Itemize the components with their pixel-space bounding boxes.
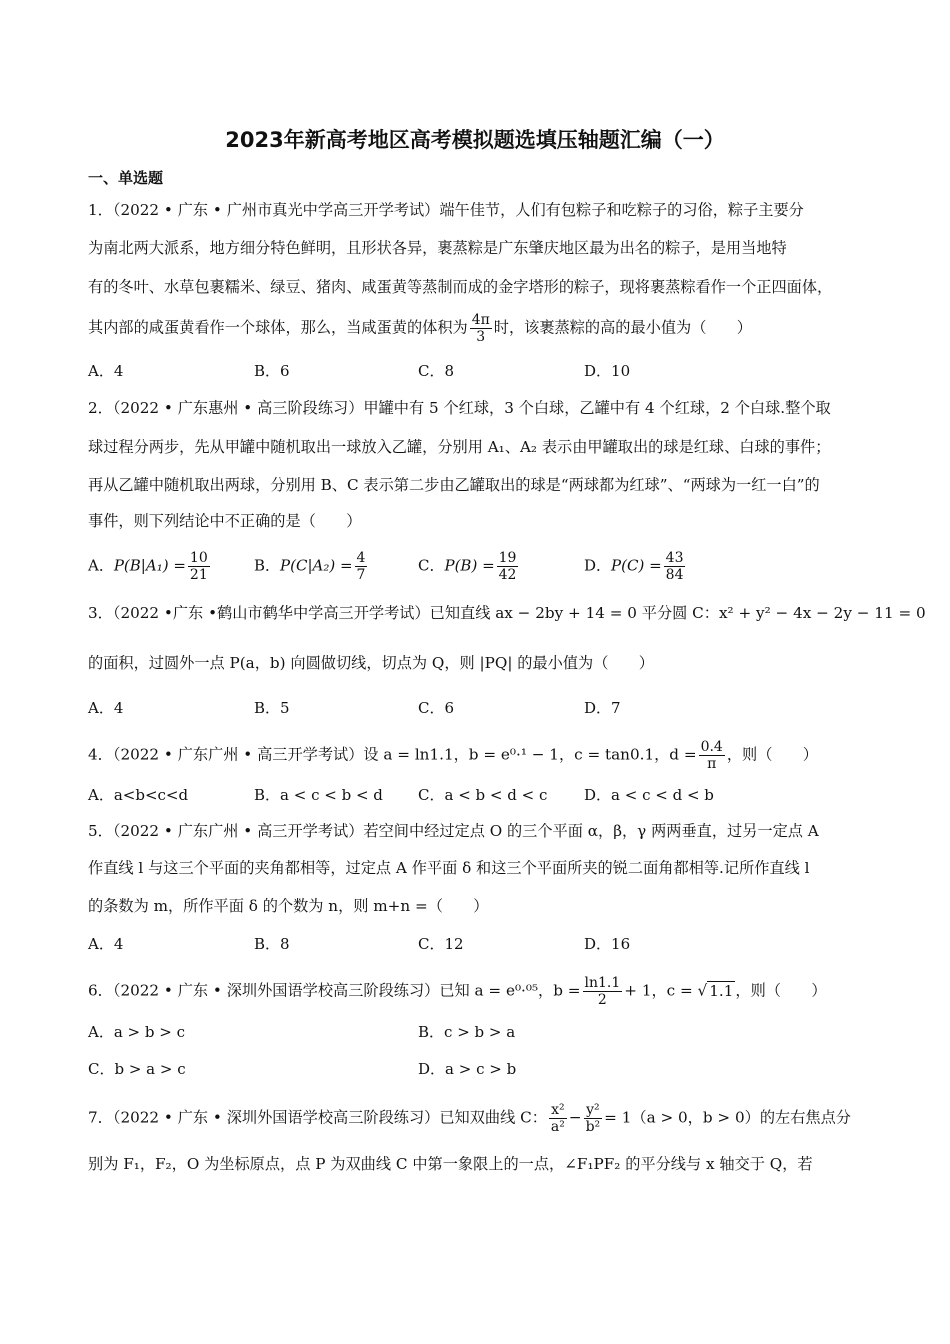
q2-b-den: 7 (356, 567, 366, 583)
q4-option-b: B．a < c < b < d (254, 786, 383, 804)
q2-d-den: 84 (665, 567, 684, 583)
q1-frac-num: 4π (471, 312, 490, 328)
q2-c-num: 19 (498, 550, 517, 566)
q2-b-prefix: B． (254, 556, 281, 575)
q2-b-expr: P(C|A₂) = (280, 556, 353, 575)
q7-frac1-num: x² (549, 1102, 567, 1119)
q5-option-b: B．8 (254, 935, 290, 953)
q7-fraction-1 (549, 1102, 567, 1135)
q1-line-1: 1．（2022 • 广东 • 广州市真光中学高三开学考试）端午佳节，人们有包粽子和吃粽子的习俗，粽子主要分 (88, 201, 804, 219)
q4-option-d: D．a < c < d < b (584, 786, 714, 804)
q2-option-b (254, 550, 369, 583)
q6-option-d: D．a > c > b (418, 1060, 517, 1078)
q7-frac2-den: b² (585, 1119, 601, 1135)
q2-c-den: 42 (498, 567, 517, 583)
q2-line-2: 球过程分两步，先从甲罐中随机取出一球放入乙罐，分别用 A₁、A₂ 表示由甲罐取出的球是红球、白球的事件； (88, 438, 831, 456)
q2-a-prefix: A． (88, 556, 114, 575)
q4-option-a: A．a<b<c<d (88, 786, 189, 804)
q1-fraction (470, 312, 492, 345)
q4-option-c: C．a < b < d < c (418, 786, 548, 804)
q2-d-num: 43 (665, 550, 684, 566)
q3-option-a: A．4 (88, 699, 124, 717)
q6-line-1: 6．（2022 • 广东 • 深圳外国语学校高三阶段练习）已知 a = e⁰·⁰⁵，b = $\frac{\ln 1.1}{2}$ + 1，c = √ 1.1 ，则（ ） (88, 975, 827, 1008)
q4-frac-num: 0.4 (700, 739, 723, 755)
q4-line-1 (88, 739, 868, 772)
q2-a-num: 10 (189, 550, 208, 566)
q6-option-a: A．a > b > c (88, 1023, 185, 1041)
q2-option-c (418, 550, 520, 583)
q7-text-a: 7．（2022 • 广东 • 深圳外国语学校高三阶段练习）已知双曲线 C： (88, 1108, 547, 1127)
q2-line-4: 事件，则下列结论中不正确的是（ ） (88, 512, 362, 530)
q6-fraction (583, 975, 623, 1008)
q5-line-1: 5．（2022 • 广东广州 • 高三开学考试）若空间中经过定点 O 的三个平面 α，β，γ 两两垂直，过另一定点 A (88, 822, 819, 840)
q1-option-a: A．4 (88, 362, 124, 380)
q2-a-expr: P(B|A₁) = (113, 556, 186, 575)
q1-option-c: C．8 (418, 362, 455, 380)
q6-sqrt: 1.1 (709, 981, 734, 1000)
q2-d-fraction (664, 550, 686, 583)
q4-text-b: ，则（ ） (726, 745, 818, 764)
q4-fraction (699, 739, 725, 772)
q6-text-b: + 1，c = (624, 981, 693, 1000)
q2-c-fraction (497, 550, 519, 583)
q3-option-b: B．5 (254, 699, 290, 717)
q2-d-prefix: D． (584, 556, 612, 575)
q5-option-a: A．4 (88, 935, 124, 953)
q6-text-c: ，则（ ） (735, 981, 827, 1000)
page-title: 2023年新高考地区高考模拟题选填压轴题汇编（一） (225, 128, 725, 152)
q2-a-fraction (188, 550, 210, 583)
q5-option-c: C．12 (418, 935, 464, 953)
q1-line-4 (88, 312, 868, 345)
q6-frac-den: 2 (597, 992, 607, 1008)
q2-b-num: 4 (356, 550, 366, 566)
q2-option-d (584, 550, 687, 583)
q5-line-3: 的条数为 m，所作平面 δ 的个数为 n，则 m+n =（ ） (88, 897, 489, 915)
q1-frac-den: 3 (476, 329, 486, 345)
section-heading: 一、单选题 (88, 169, 164, 187)
q2-c-expr: P(B) = (444, 556, 495, 575)
q3-option-d: D．7 (584, 699, 621, 717)
q3-line-1: 3．（2022 •广东 •鹤山市鹤华中学高三开学考试）已知直线 ax − 2by + 14 = 0 平分圆 C：x² + y² − 4x − 2y − 11 = 0 (88, 604, 926, 622)
q7-minus: − (568, 1108, 582, 1127)
q2-option-a (88, 550, 212, 583)
q2-line-1: 2．（2022 • 广东惠州 • 高三阶段练习）甲罐中有 5 个红球，3 个白球，乙罐中有 4 个红球，2 个白球.整个取 (88, 399, 831, 417)
q7-line-2: 别为 F₁，F₂，O 为坐标原点，点 P 为双曲线 C 中第一象限上的一点，∠F₁PF₂ 的平分线与 x 轴交于 Q，若 (88, 1155, 813, 1173)
q3-line-2: 的面积，过圆外一点 P(a，b) 向圆做切线，切点为 Q，则 |PQ| 的最小值为（ ） (88, 654, 654, 672)
q7-frac1-den: a² (550, 1119, 565, 1135)
q7-frac2-num: y² (584, 1102, 603, 1119)
q2-d-expr: P(C) = (611, 556, 662, 575)
q2-line-3: 再从乙罐中随机取出两球，分别用 B、C 表示第二步由乙罐取出的球是“两球都为红球”、“两球为一红一白”的 (88, 476, 820, 494)
q5-option-d: D．16 (584, 935, 631, 953)
q1-option-d: D．10 (584, 362, 631, 380)
q7-line-1 (88, 1102, 868, 1135)
q4-text-a: 4．（2022 • 广东广州 • 高三开学考试）设 a = ln1.1，b = e⁰·¹ − 1，c = tan0.1，d = (88, 745, 697, 764)
q6-option-c: C．b > a > c (88, 1060, 186, 1078)
q2-a-den: 21 (189, 567, 208, 583)
q1-text-b: 时，该裹蒸粽的高的最小值为（ ） (493, 318, 752, 337)
q1-line-2: 为南北两大派系，地方细分特色鲜明，且形状各异，裹蒸粽是广东肇庆地区最为出名的粽子，是用当地特 (88, 239, 787, 257)
q2-c-prefix: C． (418, 556, 445, 575)
q6-frac-num: ln1.1 (584, 975, 621, 991)
q5-line-2: 作直线 l 与这三个平面的夹角都相等，过定点 A 作平面 δ 和这三个平面所夹的锐二面角都相等.记所作直线 l (88, 859, 810, 877)
q6-text-a: 6．（2022 • 广东 • 深圳外国语学校高三阶段练习）已知 a = e⁰·⁰⁵，b = (88, 981, 581, 1000)
q7-fraction-2 (584, 1102, 603, 1135)
q4-frac-den: π (707, 756, 717, 772)
q1-text-a: 其内部的咸蛋黄看作一个球体，那么，当咸蛋黄的体积为 (88, 318, 468, 337)
q1-option-b: B．6 (254, 362, 290, 380)
q2-b-fraction (355, 550, 368, 583)
q7-text-b: = 1（a > 0，b > 0）的左右焦点分 (604, 1108, 851, 1127)
q1-line-3: 有的冬叶、水草包裹糯米、绿豆、猪肉、咸蛋黄等蒸制而成的金字塔形的粽子，现将裹蒸粽看作一个正四面体， (88, 278, 833, 296)
q6-option-b: B．c > b > a (418, 1023, 516, 1041)
q3-option-c: C．6 (418, 699, 455, 717)
